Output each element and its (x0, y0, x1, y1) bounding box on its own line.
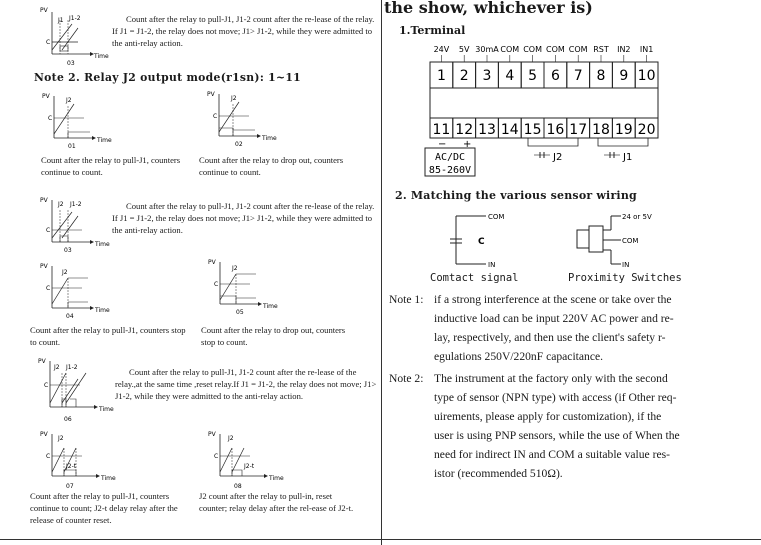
terminal-top-number: 5 (528, 68, 538, 84)
terminal-bottom-row (430, 118, 658, 138)
mode-top-text: Count after the relay to pull-J1, J1-2 count after the re-lease of the relay. If J1 = J1-2, the relay does not move; J1> J1-2, while they were admitted to the anti-relay action. (112, 14, 375, 48)
c-label: C (213, 113, 218, 120)
terminal-bottom-number: 20 (637, 122, 656, 138)
relay-tag: J2 (228, 435, 234, 442)
note-line: istor (recommended 510Ω). (434, 467, 563, 480)
terminal-top-labels (434, 45, 654, 62)
chart-number: 06 (64, 416, 72, 423)
c-label: C (214, 453, 219, 460)
chart-number: 04 (66, 313, 74, 320)
terminal-bottom-number: 15 (523, 122, 542, 138)
svg-text:03: 03 (67, 60, 75, 66)
contact-signal-diagram (440, 206, 530, 268)
note-line: uirements, please apply for customization), if the (434, 410, 662, 423)
relay-tag: J2 (62, 269, 68, 276)
time-label: Time (263, 303, 278, 310)
terminal-bottom-number: 17 (569, 122, 588, 138)
svg-text:C: C (46, 39, 51, 46)
j2-label: J2 (553, 152, 563, 163)
terminal-title: 1.Terminal (399, 24, 466, 37)
note-line: inductive load can be input 220V AC power and re- (434, 312, 674, 325)
pv-label: PV (40, 197, 48, 204)
note-line: need for indirect IN and COM a suitable value res- (434, 448, 670, 461)
terminal-top-row (430, 62, 658, 88)
c-label: C (46, 285, 51, 292)
relay-tag: J2 (66, 97, 72, 104)
time-label: Time (99, 406, 114, 413)
caption-05: Count after the relay to drop out, counters stop to count. (201, 325, 346, 347)
note-line: The instrument at the factory only with the second (434, 372, 668, 385)
mode-chart-06 (36, 355, 116, 427)
terminal-bottom-number: 18 (592, 122, 610, 138)
note-line: user is using PNP sensors, while the use of When the (434, 429, 680, 442)
relay-tag: J2 (232, 265, 238, 272)
c-label: C (46, 453, 51, 460)
terminal-top-number: 3 (482, 68, 492, 84)
terminal-top-label: IN1 (639, 45, 654, 54)
chart-number: 07 (66, 483, 74, 490)
power-line2: 85-260V (428, 165, 472, 176)
terminal-top-number: 2 (459, 68, 469, 84)
svg-text:PV: PV (40, 7, 48, 14)
chart-number: 01 (68, 143, 76, 150)
terminal-top-label: 24V (433, 45, 450, 54)
chart-number: 08 (234, 483, 242, 490)
note1-text (434, 290, 759, 366)
terminal-top-number: 9 (619, 68, 629, 84)
caption-01: Count after the relay to pull-J1, counters continue to count. (41, 155, 181, 177)
mode-chart-top (38, 4, 110, 66)
relay-tag: J1-2 (70, 201, 82, 208)
terminal-top-number: 10 (637, 68, 656, 84)
note2-text (434, 369, 759, 483)
proximity-voltage: 24 or 5V (622, 213, 652, 221)
contact-com: COM (488, 213, 505, 221)
contact-c: C (478, 237, 485, 247)
relay-tag: J1-2 (66, 364, 78, 371)
note2-prefix: Note 2: (389, 372, 424, 385)
minus-sign: − (438, 139, 447, 150)
column-divider (381, 0, 382, 545)
note1-prefix: Note 1: (389, 293, 424, 306)
relay-tag: J2 (231, 95, 237, 102)
proximity-com: COM (622, 237, 639, 245)
mode-chart-05 (206, 256, 296, 318)
time-label: Time (95, 307, 110, 314)
bottom-rule (0, 539, 761, 540)
c-label: C (48, 115, 53, 122)
caption-03: Count after the relay to pull-J1, J1-2 count after the re-lease of the relay. If J1 = J1-2, the relay does not move; J1> J1-2, while they were admitted to the anti-relay action. (112, 201, 375, 235)
pv-label: PV (42, 93, 50, 100)
note-line: type of sensor (NPN type) with access (if Other req- (434, 391, 677, 404)
svg-text:Time: Time (94, 53, 109, 60)
terminal-bottom-number: 14 (500, 122, 519, 138)
time-label: Time (262, 135, 277, 142)
j2t-label: J2-t (244, 463, 255, 470)
note-line: if a strong interference at the scene or take over the (434, 293, 672, 306)
chart-number: 02 (235, 141, 243, 148)
mode-chart-02 (205, 88, 295, 150)
svg-text:J1-2: J1-2 (69, 15, 81, 22)
mode-chart-01 (40, 90, 130, 152)
note-line: egulations 250V/220nF capacitance. (434, 350, 604, 363)
terminal-top-number: 1 (436, 68, 446, 84)
mode-chart-03 (38, 194, 110, 256)
terminal-top-label: 5V (458, 45, 470, 54)
j2t-label: J2-t (66, 463, 77, 470)
plus-sign: + (463, 139, 472, 150)
terminal-bottom-number: 13 (478, 122, 496, 138)
terminal-top-label: 30mA (475, 45, 499, 54)
chart-number: 05 (236, 309, 244, 316)
mode-chart-07 (38, 428, 128, 490)
terminal-diagram (420, 40, 665, 185)
terminal-top-number: 4 (505, 68, 515, 84)
proximity-label: Proximity Switches (568, 272, 682, 284)
terminal-bottom-number: 11 (432, 122, 451, 138)
pv-label: PV (40, 431, 48, 438)
time-label: Time (97, 137, 112, 144)
relay-tag: J2 (54, 364, 60, 371)
terminal-top-number: 6 (550, 68, 560, 84)
terminal-top-label: COM (546, 45, 565, 54)
caption-04: Count after the relay to pull-J1, counters stop to count. (30, 325, 186, 347)
pv-label: PV (40, 263, 48, 270)
section-header: the show, whichever is) (384, 0, 593, 17)
terminal-top-label: COM (523, 45, 542, 54)
time-label: Time (269, 475, 284, 482)
terminal-top-number: 8 (596, 68, 606, 84)
note2-heading: Note 2. Relay J2 output mode(r1sn): 1~11 (34, 71, 301, 84)
wiring-title: 2. Matching the various sensor wiring (395, 189, 637, 202)
chart-number: 03 (64, 247, 72, 254)
proximity-in: IN (622, 261, 630, 268)
c-label: C (46, 227, 51, 234)
pv-label: PV (38, 358, 46, 365)
contact-in: IN (488, 261, 496, 268)
contact-signal-label: Comtact signal (430, 272, 519, 284)
time-label: Time (95, 241, 110, 248)
j1-label: J1 (623, 152, 633, 163)
caption-06: Count after the relay to pull-J1, J1-2 count after the re-lease of the relay.,at the same time ,reset relay.If J1 = J1-2, the relay does not move; J1> J1-2, while they were admitted to the anti-relay action. (115, 367, 377, 401)
caption-07: Count after the relay to pull-J1, counters continue to count; J2-t delay relay after the release of counter reset. (30, 491, 178, 525)
terminal-top-label: RST (593, 45, 609, 54)
terminal-top-number: 7 (573, 68, 583, 84)
svg-text:J1: J1 (58, 17, 64, 24)
mode-chart-08 (206, 428, 296, 490)
terminal-top-label: IN2 (617, 45, 631, 54)
caption-08: J2 count after the relay to pull-in, reset counter; relay delay after the rel-ease of J2-t. (199, 491, 354, 513)
pv-label: PV (207, 91, 215, 98)
terminal-bottom-number: 16 (546, 122, 565, 138)
power-line1: AC/DC (434, 152, 466, 163)
time-label: Time (101, 475, 116, 482)
note-line: lay, respectively, and then use the client's safety r- (434, 331, 666, 344)
pv-label: PV (208, 259, 216, 266)
terminal-top-label: COM (568, 45, 588, 54)
pv-label: PV (208, 431, 216, 438)
relay-tag: J2 (58, 435, 64, 442)
caption-02: Count after the relay to drop out, counters continue to count. (199, 155, 344, 177)
relay-tag: J2 (58, 201, 64, 208)
terminal-bottom-number: 19 (614, 122, 633, 138)
c-label: C (214, 281, 219, 288)
terminal-bottom-number: 12 (455, 122, 474, 138)
c-label: C (44, 382, 49, 389)
terminal-top-label: COM (500, 45, 520, 54)
mode-chart-04 (38, 260, 128, 322)
proximity-switch-diagram (575, 206, 665, 268)
